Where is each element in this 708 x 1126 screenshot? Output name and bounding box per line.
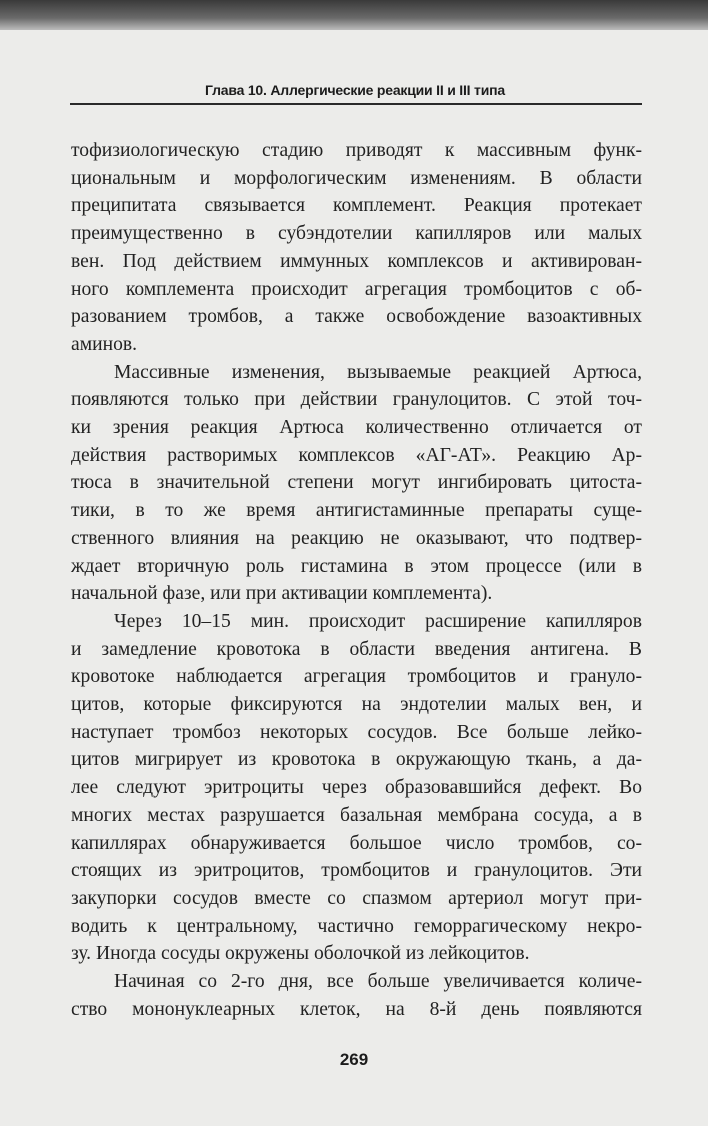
text-line: действия растворимых комплексов «АГ-АТ». Реакцию Ар- [71,444,642,466]
scan-edge [0,0,708,30]
text-line: кровотоке наблюдается агрегация тромбоцитов и грануло- [71,666,642,688]
text-line: зу. Иногда сосуды окружены оболочкой из лейкоцитов. [71,943,530,965]
text-line: ждает вторичную роль гистамина в этом процессе (или в [71,555,642,577]
paragraph [71,359,642,608]
text-line: ного комплемента происходит агрегация тромбоцитов с об- [71,278,642,300]
text-line: закупорки сосудов вместе со спазмом артериол могут при- [71,887,642,909]
text-line: водить к центральному, частично геморрагическому некро- [71,915,642,937]
text-line: тофизиологическую стадию приводят к массивным функ- [71,140,642,161]
text-line: аминов. [71,333,138,355]
text-line: и замедление кровотока в области введения антигена. В [71,638,642,660]
paragraph [71,137,642,359]
text-line: многих местах разрушается базальная мембрана сосуда, а в [71,804,642,826]
running-header: Глава 10. Аллергические реакции II и III типа [205,82,505,98]
text-line: лее следуют эритроциты через образовавшийся дефект. Во [71,777,642,799]
paragraph [71,608,642,968]
text-line: Начиная со 2-го дня, все больше увеличивается количе- [114,971,642,993]
text-line: цитов мигрирует из кровотока в окружающую ткань, а да- [71,749,642,771]
text-line: вен. Под действием иммунных комплексов и активирован- [71,250,642,272]
page-number: 269 [339,1050,369,1069]
text-line: Через 10–15 мин. происходит расширение капилляров [114,610,642,632]
text-line: стоящих из эритроцитов, тромбоцитов и гранулоцитов. Эти [71,860,642,882]
text-line: ственного влияния на реакцию не оказывают, что подтвер- [71,527,642,549]
body-text [71,137,642,1024]
text-line: начальной фазе, или при активации комплемента). [71,583,493,605]
paragraph [71,968,642,1023]
text-line: появляются только при действии гранулоцитов. С этой точ- [71,389,642,411]
text-line: капиллярах обнаруживается большое число тромбов, со- [71,832,642,854]
text-line: наступает тромбоз некоторых сосудов. Все больше лейко- [71,721,642,743]
text-line: циональным и морфологическим изменениям. В области [71,167,642,189]
text-line: преимущественно в субэндотелии капилляров или малых [71,223,642,245]
text-line: преципитата связывается комплемент. Реакция протекает [71,195,642,217]
text-line: Массивные изменения, вызываемые реакцией Артюса, [114,361,642,383]
text-line: цитов, которые фиксируются на эндотелии малых вен, и [71,694,642,716]
text-line: ки зрения реакция Артюса количественно отличается от [71,417,642,439]
text-line: тюса в значительной степени могут ингибировать цитоста- [71,472,642,494]
text-line: тики, в то же время антигистаминные препараты суще- [71,500,642,522]
text-line: ство мононуклеарных клеток, на 8-й день появляются [71,998,642,1020]
header-rule [70,103,642,105]
text-line: разованием тромбов, а также освобождение вазоактивных [71,306,642,328]
